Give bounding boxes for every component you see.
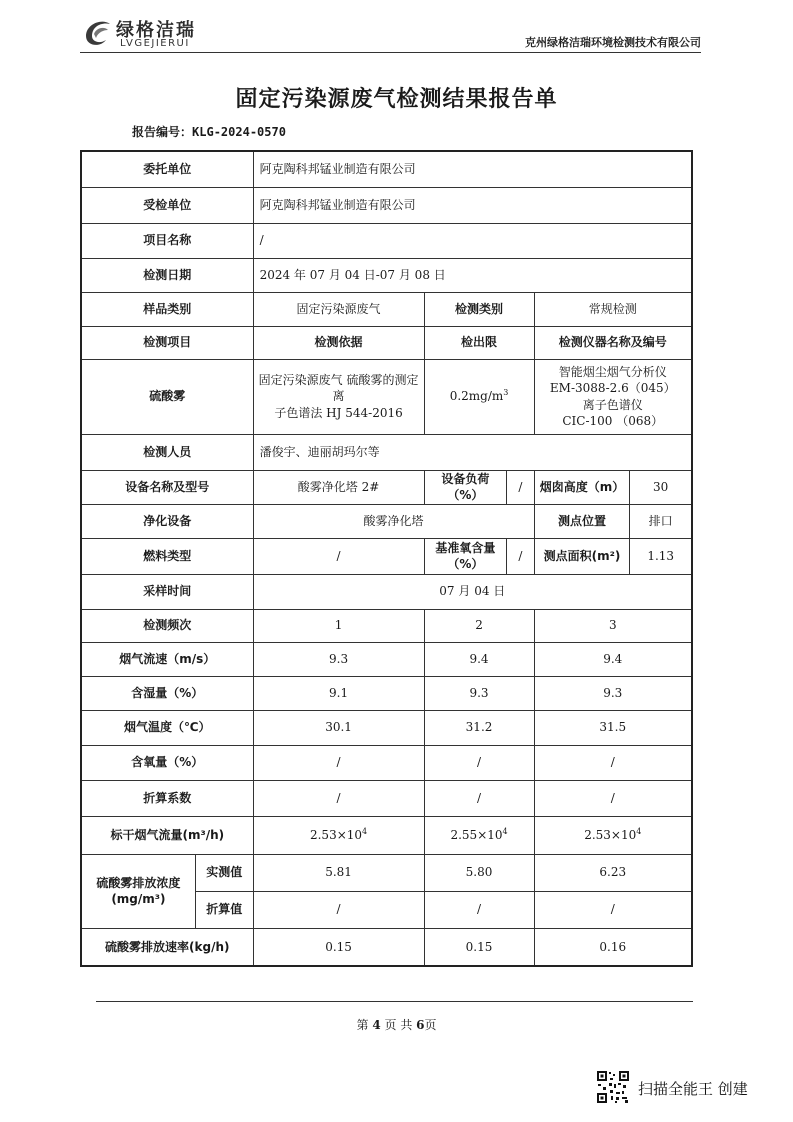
oxygen-label: 基准氧含量（%） <box>424 538 507 574</box>
measured-label: 实测值 <box>195 854 253 891</box>
flow-number: 2.55×10 <box>450 827 503 842</box>
result-value: / <box>253 745 424 780</box>
page-number <box>0 1016 793 1033</box>
personnel-label: 检测人员 <box>81 434 253 470</box>
logo-swirl-icon <box>80 14 116 50</box>
page-current: 4 <box>372 1018 381 1032</box>
method-basis <box>253 359 424 434</box>
sample-type-label: 样品类别 <box>81 292 253 326</box>
scanner-credit: 扫描全能王 创建 <box>638 1080 748 1098</box>
result-value: 9.1 <box>253 676 424 710</box>
table-row <box>81 187 692 223</box>
footer-divider <box>96 1001 693 1002</box>
concentration-label <box>81 854 195 928</box>
table-row <box>81 642 692 676</box>
page-text: 页 共 <box>384 1018 413 1032</box>
fuel-label: 燃料类型 <box>81 538 253 574</box>
load-value: / <box>507 470 534 504</box>
table-row <box>81 710 692 745</box>
sampling-label: 采样时间 <box>81 574 253 609</box>
table-row <box>81 434 692 470</box>
method-limit <box>424 359 534 434</box>
report-title: 固定污染源废气检测结果报告单 <box>235 87 558 112</box>
header-divider <box>80 52 701 53</box>
method-basis-header: 检测依据 <box>253 326 424 359</box>
table-row <box>81 745 692 780</box>
table-row <box>81 223 692 258</box>
freq-label: 检测频次 <box>81 609 253 642</box>
point-value: 排口 <box>630 504 692 538</box>
limit-sup: 3 <box>503 388 509 398</box>
table-row <box>81 780 692 816</box>
report-number-label: 报告编号： <box>132 125 193 139</box>
scanner-watermark <box>596 1070 776 1106</box>
result-value: 31.2 <box>424 710 534 745</box>
method-instrument-header: 检测仪器名称及编号 <box>534 326 692 359</box>
project-value: / <box>253 223 692 258</box>
instrument-line: 智能烟尘烟气分析仪 <box>558 365 667 380</box>
freq-value: 3 <box>534 609 692 642</box>
stack-height-label: 烟囱高度（m） <box>534 470 630 504</box>
measured-value: 5.81 <box>253 854 424 891</box>
company-logo <box>80 14 220 52</box>
company-name: 克州绿格洁瑞环境检测技术有限公司 <box>525 36 701 49</box>
flow-value <box>424 816 534 854</box>
converted-label: 折算值 <box>195 891 253 928</box>
report-number <box>132 123 286 140</box>
fuel-value: / <box>253 538 424 574</box>
result-value: / <box>534 780 692 816</box>
table-row <box>81 816 692 854</box>
rate-value: 0.15 <box>424 928 534 966</box>
concentration-unit: (mg/m³) <box>111 892 166 906</box>
flow-number: 2.53×10 <box>584 827 637 842</box>
test-type-value: 常规检测 <box>534 292 692 326</box>
flow-label: 标干烟气流量(m³/h) <box>81 816 253 854</box>
table-row <box>81 504 692 538</box>
table-row <box>81 258 692 292</box>
result-value: 9.3 <box>424 676 534 710</box>
table-row <box>81 854 692 891</box>
instrument-line: EM-3088-2.6（045） <box>549 381 676 396</box>
purify-value: 酸雾净化塔 <box>253 504 534 538</box>
table-row <box>81 538 692 574</box>
point-label: 测点位置 <box>534 504 630 538</box>
method-item-header: 检测项目 <box>81 326 253 359</box>
logo-english: LVGEJIERUI <box>120 38 190 49</box>
rate-value: 0.15 <box>253 928 424 966</box>
instrument-line: 离子色谱仪 <box>582 397 643 412</box>
measured-value: 5.80 <box>424 854 534 891</box>
table-row <box>81 292 692 326</box>
personnel-value: 潘俊宇、迪丽胡玛尔等 <box>253 434 692 470</box>
flow-value <box>253 816 424 854</box>
logo-chinese: 绿格洁瑞 <box>116 20 196 41</box>
equipment-label: 设备名称及型号 <box>81 470 253 504</box>
purify-label: 净化设备 <box>81 504 253 538</box>
client-label: 委托单位 <box>81 151 253 187</box>
method-instrument <box>534 359 692 434</box>
table-row <box>81 326 692 359</box>
flow-exponent: 4 <box>362 826 368 836</box>
results-table <box>80 150 693 967</box>
sampling-date: 07 月 04 日 <box>253 574 692 609</box>
method-basis-line: 固定污染源废气 硫酸雾的测定 离 <box>258 373 419 404</box>
result-label: 含湿量（%） <box>81 676 253 710</box>
concentration-label-line: 硫酸雾排放浓度 <box>96 875 181 890</box>
result-label: 折算系数 <box>81 780 253 816</box>
test-type-label: 检测类别 <box>424 292 534 326</box>
rate-label: 硫酸雾排放速率(kg/h) <box>81 928 253 966</box>
table-row <box>81 470 692 504</box>
method-basis-line: 子色谱法 HJ 544-2016 <box>274 405 403 420</box>
report-number-value: KLG-2024-0570 <box>192 125 286 139</box>
method-limit-header: 检出限 <box>424 326 534 359</box>
client-value: 阿克陶科邦锰业制造有限公司 <box>253 151 692 187</box>
converted-value: / <box>534 891 692 928</box>
freq-value: 2 <box>424 609 534 642</box>
result-value: / <box>424 745 534 780</box>
flow-number: 2.53×10 <box>309 827 363 842</box>
result-label: 烟气流速（m/s） <box>81 642 253 676</box>
inspected-label: 受检单位 <box>81 187 253 223</box>
result-value: 9.3 <box>534 676 692 710</box>
converted-value: / <box>253 891 424 928</box>
table-row <box>81 676 692 710</box>
result-value: 30.1 <box>253 710 424 745</box>
date-label: 检测日期 <box>81 258 253 292</box>
flow-exponent: 4 <box>502 826 508 836</box>
result-value: / <box>253 780 424 816</box>
equipment-value: 酸雾净化塔 2# <box>253 470 424 504</box>
stack-height-value: 30 <box>630 470 692 504</box>
result-value: 9.4 <box>424 642 534 676</box>
result-value: 31.5 <box>534 710 692 745</box>
table-row <box>81 928 692 966</box>
result-value: 9.4 <box>534 642 692 676</box>
oxygen-value: / <box>507 538 534 574</box>
inspected-value: 阿克陶科邦锰业制造有限公司 <box>253 187 692 223</box>
page-text: 第 <box>356 1018 369 1032</box>
result-value: 9.3 <box>253 642 424 676</box>
instrument-line: CIC-100 （068） <box>562 413 664 428</box>
result-value: / <box>424 780 534 816</box>
area-value: 1.13 <box>630 538 692 574</box>
table-row <box>81 151 692 187</box>
result-label: 烟气温度（℃） <box>81 710 253 745</box>
table-row <box>81 609 692 642</box>
flow-value <box>534 816 692 854</box>
method-item: 硫酸雾 <box>81 359 253 434</box>
limit-value: 0.2mg/m <box>449 389 504 404</box>
project-label: 项目名称 <box>81 223 253 258</box>
table-row <box>81 359 692 434</box>
result-label: 含氧量（%） <box>81 745 253 780</box>
converted-value: / <box>424 891 534 928</box>
rate-value: 0.16 <box>534 928 692 966</box>
area-label: 测点面积(m²) <box>534 538 630 574</box>
measured-value: 6.23 <box>534 854 692 891</box>
qr-code-icon <box>596 1070 630 1104</box>
load-label: 设备负荷（%） <box>424 470 507 504</box>
page-total: 6 <box>416 1018 425 1032</box>
sample-type-value: 固定污染源废气 <box>253 292 424 326</box>
page-text: 页 <box>424 1018 437 1032</box>
freq-value: 1 <box>253 609 424 642</box>
result-value: / <box>534 745 692 780</box>
flow-exponent: 4 <box>636 826 642 836</box>
date-value: 2024 年 07 月 04 日-07 月 08 日 <box>253 258 692 292</box>
table-row <box>81 574 692 609</box>
